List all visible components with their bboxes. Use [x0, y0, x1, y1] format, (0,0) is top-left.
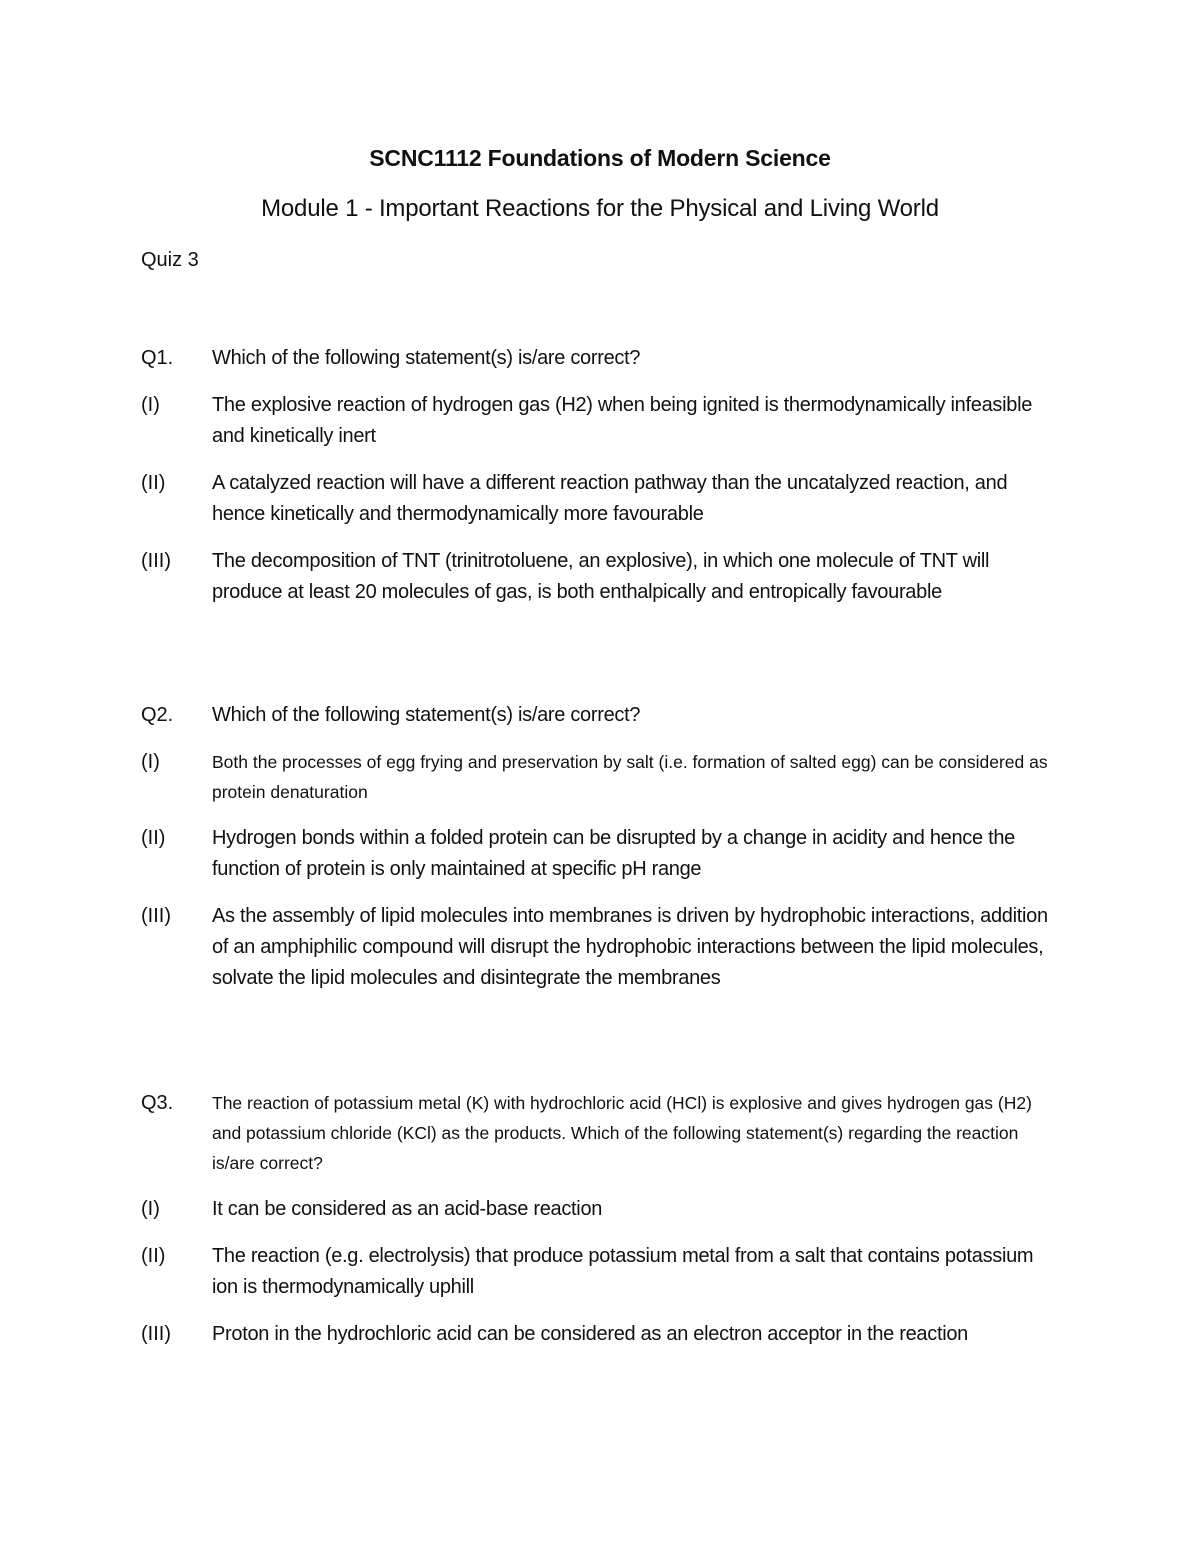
- question-number: Q2.: [141, 704, 174, 726]
- question-prompt-row: [141, 1088, 1061, 1178]
- option-row: [141, 390, 1061, 452]
- option-text: Both the processes of egg frying and preservation by salt (i.e. formation of salted egg) can be considered as protein denaturation: [212, 752, 1048, 802]
- option-label: (II): [141, 472, 166, 494]
- question-prompt: Which of the following statement(s) is/are correct?: [212, 704, 641, 726]
- option-text: As the assembly of lipid molecules into membranes is driven by hydrophobic interactions, addition of an amphiphilic compound will disrupt the hydrophobic interactions between the lipid molecules, solvate the lipid molecules and disintegrate the membranes: [212, 905, 1048, 989]
- option-text: The decomposition of TNT (trinitrotoluene, an explosive), in which one molecule of TNT will produce at least 20 molecules of gas, is both enthalpically and entropically favourable: [212, 550, 990, 603]
- question-2: [141, 700, 1061, 994]
- option-label: (III): [141, 905, 171, 927]
- question-prompt: The reaction of potassium metal (K) with hydrochloric acid (HCl) is explosive and gives hydrogen gas (H2) and potassium chloride (KCl) as the products. Which of the following statement(s) regarding the reaction is/are correct?: [212, 1093, 1032, 1173]
- question-number: Q1.: [141, 347, 174, 369]
- option-row: [141, 901, 1061, 994]
- question-prompt-row: [141, 343, 1061, 374]
- option-label: (III): [141, 550, 171, 572]
- quiz-label: Quiz 3: [141, 249, 199, 271]
- question-prompt: Which of the following statement(s) is/are correct?: [212, 347, 641, 369]
- option-label: (I): [141, 1198, 160, 1220]
- question-number: Q3.: [141, 1092, 174, 1114]
- option-row: [141, 546, 1061, 608]
- question-1: [141, 343, 1061, 608]
- option-row: [141, 1241, 1061, 1303]
- option-label: (II): [141, 827, 166, 849]
- option-row: [141, 823, 1061, 885]
- option-text: It can be considered as an acid-base reaction: [212, 1198, 603, 1220]
- question-3: [141, 1088, 1061, 1350]
- option-row: [141, 1319, 1061, 1350]
- question-prompt-row: [141, 700, 1061, 731]
- option-label: (III): [141, 1323, 171, 1345]
- option-label: (I): [141, 751, 160, 773]
- option-text: The explosive reaction of hydrogen gas (H2) when being ignited is thermodynamically infeasible and kinetically inert: [212, 394, 1033, 447]
- option-text: Proton in the hydrochloric acid can be considered as an electron acceptor in the reaction: [212, 1323, 968, 1345]
- option-label: (I): [141, 394, 160, 416]
- option-text: The reaction (e.g. electrolysis) that produce potassium metal from a salt that contains potassium ion is thermodynamically uphill: [212, 1245, 1034, 1298]
- option-text: Hydrogen bonds within a folded protein can be disrupted by a change in acidity and hence the function of protein is only maintained at specific pH range: [212, 827, 1015, 880]
- option-row: [141, 747, 1061, 807]
- option-row: [141, 1194, 1061, 1225]
- option-text: A catalyzed reaction will have a different reaction pathway than the uncatalyzed reaction, and hence kinetically and thermodynamically more favourable: [212, 472, 1008, 525]
- option-row: [141, 468, 1061, 530]
- option-label: (II): [141, 1245, 166, 1267]
- document-title: SCNC1112 Foundations of Modern Science: [369, 145, 831, 171]
- document-subtitle: Module 1 - Important Reactions for the Physical and Living World: [261, 195, 939, 222]
